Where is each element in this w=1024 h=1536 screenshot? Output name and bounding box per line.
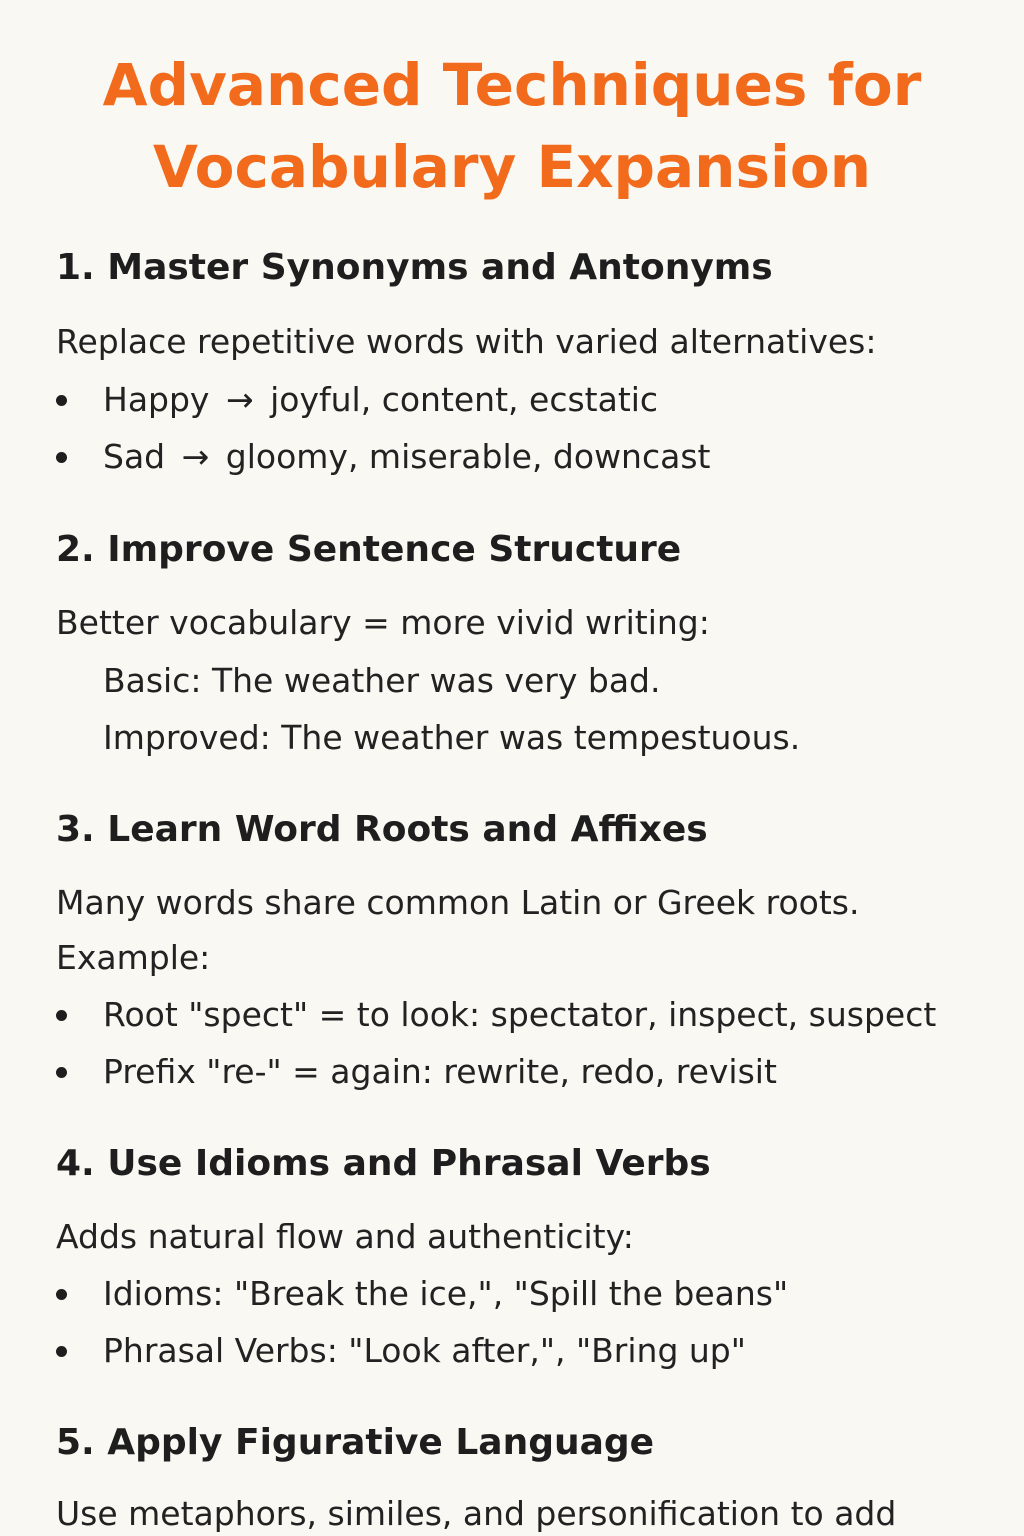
- section-3-intro: Many words share common Latin or Greek roots.: [56, 883, 860, 922]
- bullet-word: Happy: [103, 380, 210, 419]
- bullet-alternatives: joyful, content, ecstatic: [270, 380, 659, 419]
- bullet-dot-icon: [56, 1067, 67, 1078]
- bullet-dot-icon: [56, 1346, 67, 1357]
- section-4-intro: Adds natural flow and authenticity:: [56, 1217, 634, 1256]
- section-3-intro-example: Example:: [56, 938, 211, 977]
- section-5-heading: 5. Apply Figurative Language: [56, 1422, 655, 1463]
- section-1-heading: 1. Master Synonyms and Antonyms: [56, 247, 773, 288]
- bullet-dot-icon: [56, 452, 67, 463]
- bullet-alternatives: gloomy, miserable, downcast: [225, 437, 711, 476]
- section-2-heading: 2. Improve Sentence Structure: [56, 529, 682, 570]
- title-line-2: Vocabulary Expansion: [152, 133, 872, 201]
- section-2-example-improved: Improved: The weather was tempestuous.: [103, 718, 801, 757]
- bullet-dot-icon: [56, 395, 67, 406]
- section-3-heading: 3. Learn Word Roots and Affixes: [56, 809, 708, 850]
- bullet-word: Sad: [103, 437, 166, 476]
- section-5-intro: Use metaphors, similes, and personification to add: [56, 1494, 897, 1533]
- section-2-intro: Better vocabulary = more vivid writing:: [56, 603, 710, 642]
- right-arrow-icon: →: [181, 437, 210, 476]
- document-page: Advanced Techniques for Vocabulary Expansion 1. Master Synonyms and Antonyms Replace repetitive words with varied alternatives: Happy → joyful, content, ecstatic Sad → gloomy, miserable, downcast 2. Improve Sentence Structure Better vocabulary = more vivid writing: Basic: The weather was very bad. Improved: The weather was tempestuous. 3. Learn Word Roots and Affixes Many words share common Latin or Greek roots. Example: Root "spect" = to look: spectator, inspect, suspect Prefix "re-" = again: rewrite, redo, revisit 4. Use Idioms and Phrasal Verbs Adds natural flow and authenticity: Idioms: "Break the ice,", "Spill the beans" Phrasal Verbs: "Look after,", "Bring up" 5. Apply Figurative Language Use metaphors, similes, and personification to add: [0, 0, 1024, 1536]
- page-title: [0, 44, 1024, 208]
- bullet-dot-icon: [56, 1010, 67, 1021]
- bullet-dot-icon: [56, 1289, 67, 1300]
- section-2-example-basic: Basic: The weather was very bad.: [103, 661, 661, 700]
- section-1-intro: Replace repetitive words with varied alternatives:: [56, 322, 877, 361]
- section-4-heading: 4. Use Idioms and Phrasal Verbs: [56, 1143, 711, 1184]
- right-arrow-icon: →: [225, 380, 254, 419]
- title-line-1: Advanced Techniques for: [102, 51, 922, 119]
